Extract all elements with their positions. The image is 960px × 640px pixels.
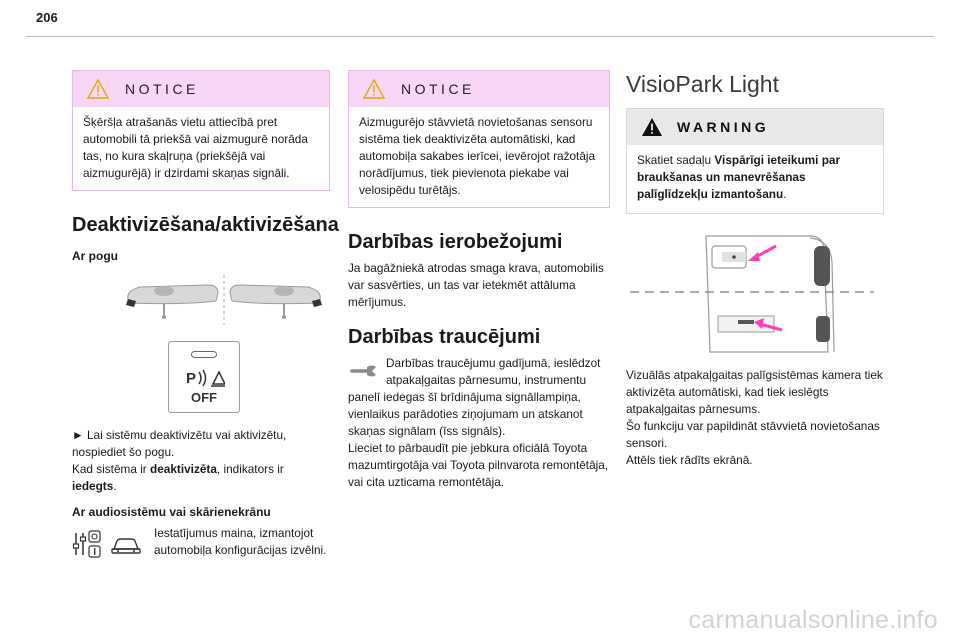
indicator-bold-deactivated: deaktivizēta bbox=[150, 462, 217, 476]
off-label: OFF bbox=[191, 390, 217, 405]
warning-box bbox=[626, 108, 884, 214]
settings-text: Iestatījumus maina, izmantojot automobiļa konfigurācijas izvēlni. bbox=[154, 526, 327, 557]
section-heading-visiopark: VisioPark Light bbox=[626, 71, 779, 97]
section-heading-faults: Darbības traucējumi bbox=[348, 326, 541, 348]
warning-text-a: Skatiet sadaļu bbox=[637, 153, 715, 167]
notice-text: Šķēršļa atrašanās vietu attiecībā pret automobili tā priekšā vai aizmugurē norāda tas, no kura skaļruņa (priekšējā vai aizmugurējā) ir dzirdami skaņas signāli. bbox=[83, 115, 308, 180]
notice-label: NOTICE bbox=[125, 81, 199, 97]
indicator-lamp bbox=[191, 351, 217, 358]
subheading-audio: Ar audiosistēmu vai skārienekrānu bbox=[72, 505, 271, 519]
fault-row bbox=[348, 355, 610, 389]
notice-header bbox=[73, 71, 329, 107]
top-rule bbox=[26, 36, 934, 37]
indicator-text-a: Kad sistēma ir bbox=[72, 462, 151, 476]
indicator-text-c: . bbox=[113, 479, 117, 493]
warning-triangle-icon bbox=[641, 117, 663, 137]
column-middle bbox=[348, 70, 610, 491]
press-instruction: ► Lai sistēmu deaktivizētu vai aktivizētu, nospiediet šo pogu. bbox=[72, 428, 287, 459]
notice-text: Aizmugurējo stāvvietā novietošanas sensoru sistēma tiek deaktivizēta automātiski, kad automobiļa sakabes ierīcei, ievērojot ražotāja norādījumus, tiek pievienota piekabe vai velosipēdu turētājs. bbox=[359, 115, 596, 197]
column-left bbox=[72, 70, 339, 559]
fault-text-a: Darbības traucējumu gadījumā, ieslēdzot atpakaļgaitas pārnesumu, instrumentu bbox=[386, 356, 601, 387]
parking-sensor-speakers-illustration bbox=[124, 273, 324, 331]
camera-text-c: Attēls tiek rādīts ekrānā. bbox=[626, 453, 753, 467]
camera-text-b: Šo funkciju var papildināt stāvvietā novietošanas sensori. bbox=[626, 419, 880, 450]
page-number: 206 bbox=[36, 10, 58, 25]
column-right bbox=[626, 70, 884, 469]
section-heading-limits: Darbības ierobežojumi bbox=[348, 231, 563, 253]
svg-text:P: P bbox=[186, 370, 197, 387]
park-sensor-off-button[interactable] bbox=[168, 341, 240, 413]
warning-text-b: . bbox=[783, 187, 787, 201]
warning-bold-link: Vispārīgi ieteikumi par braukšanas un manevrēšanas palīglīdzekļu izmantošanu bbox=[637, 153, 841, 201]
rear-camera-van-illustration bbox=[626, 232, 876, 357]
notice-header bbox=[349, 71, 609, 107]
warning-label: WARNING bbox=[677, 119, 770, 135]
caution-triangle-icon bbox=[87, 79, 109, 99]
wrench-warning-icon bbox=[350, 361, 378, 379]
fault-text-b: panelī iedegas šī brīdinājuma signāllampiņa, vienlaikus parādoties ziņojumam un atskanot skaņas signālam (īss signāls). bbox=[348, 390, 583, 438]
limits-text: Ja bagāžniekā atrodas smaga krava, automobilis var sasvērties, un tas var ietekmēt attāluma mērījumus. bbox=[348, 261, 604, 309]
notice-label: NOTICE bbox=[401, 81, 475, 97]
car-outline-icon bbox=[110, 533, 142, 557]
subheading-button: Ar pogu bbox=[72, 249, 118, 263]
warning-header bbox=[627, 109, 883, 145]
notice-box-sensors bbox=[72, 70, 330, 191]
caution-triangle-icon bbox=[363, 79, 385, 99]
warning-text bbox=[627, 145, 883, 213]
parking-sensor-icon bbox=[185, 366, 225, 390]
settings-row bbox=[72, 525, 330, 559]
indicator-bold-lit: iedegts bbox=[72, 479, 114, 493]
section-heading-deactivation: Deaktivizēšana/aktivizēšana bbox=[72, 214, 339, 236]
watermark: carmanualsonline.info bbox=[688, 606, 938, 634]
indicator-note bbox=[72, 461, 330, 495]
notice-box-trailer bbox=[348, 70, 610, 208]
settings-sliders-icon bbox=[72, 529, 102, 559]
camera-text-a: Vizuālās atpakaļgaitas palīgsistēmas kamera tiek aktivizēta automātiski, kad tiek ieslēgts atpakaļgaitas pārnesums. bbox=[626, 368, 883, 416]
fault-text-c: Lieciet to pārbaudīt pie jebkura oficiālā Toyota mazumtirgotāja vai Toyota pilnvarota remontētāja, vai cita uzticama remontētāja. bbox=[348, 441, 609, 489]
indicator-text-b: , indikators ir bbox=[216, 462, 284, 476]
